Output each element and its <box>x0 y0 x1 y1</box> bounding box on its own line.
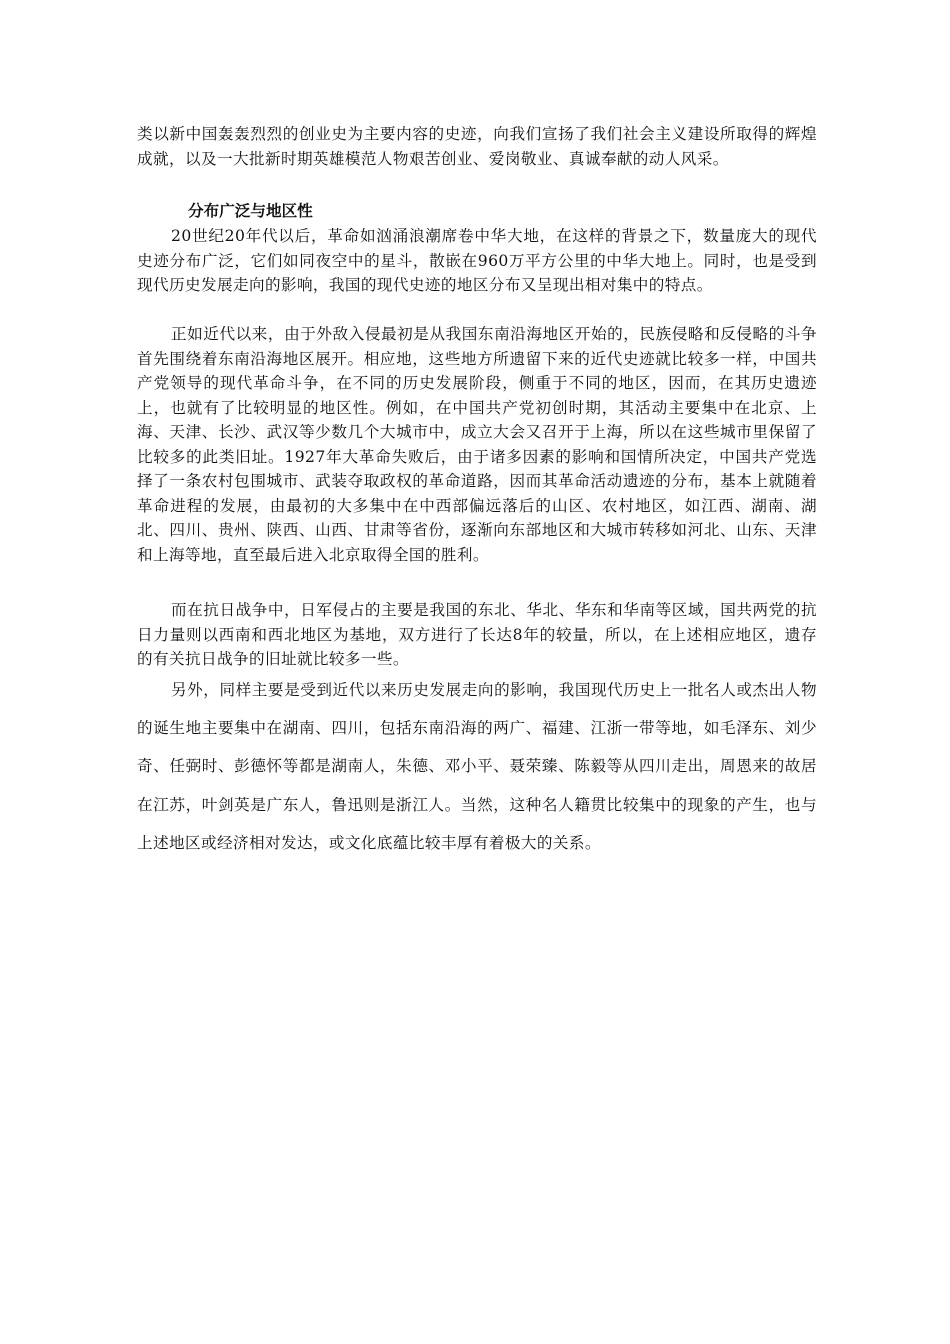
paragraph-regional-revolution: 正如近代以来，由于外敌入侵最初是从我国东南沿海地区开始的，民族侵略和反侵略的斗争首先围绕着东南沿海地区展开。相应地，这些地方所遗留下来的近代史迹就比较多一样，中国共产党领导的现代革命斗争，在不同的历史发展阶段，侧重于不同的地区，因而，在其历史遗迹上，也就有了比较明显的地区性。例如，在中国共产党初创时期，其活动主要集中在北京、上海、天津、长沙、武汉等少数几个大城市中，成立大会又召开于上海，所以在这些城市里保留了比较多的此类旧址。1927年大革命失败后，由于诸多因素的影响和国情所决定，中国共产党选择了一条农村包围城市、武装夺取政权的革命道路，因而其革命活动遗迹的分布，基本上就随着革命进程的发展，由最初的大多集中在中西部偏远落后的山区、农村地区，如江西、湖南、湖北、四川、贵州、陕西、山西、甘肃等省份，逐渐向东部地区和大城市转移如河北、山东、天津和上海等地，直至最后进入北京取得全国的胜利。 <box>137 325 817 564</box>
paragraph-notable-figures <box>137 671 817 862</box>
section-heading: 分布广泛与地区性 <box>188 202 313 220</box>
paragraph-distribution: 20世纪20年代以后，革命如汹涌浪潮席卷中华大地，在这样的背景之下，数量庞大的现代史迹分布广泛，它们如同夜空中的星斗，散嵌在960万平方公里的中华大地上。同时，也是受到现代历史发展走向的影响，我国的现代史迹的地区分布又呈现出相对集中的特点。 <box>137 227 817 294</box>
intro-paragraph: 类以新中国轰轰烈烈的创业史为主要内容的史迹，向我们宣扬了我们社会主义建设所取得的辉煌成就，以及一大批新时期英雄模范人物艰苦创业、爱岗敬业、真诚奉献的动人风采。 <box>137 125 817 168</box>
paragraph-anti-japanese-war: 而在抗日战争中，日军侵占的主要是我国的东北、华北、华东和华南等区域，国共两党的抗日力量则以西南和西北地区为基地，双方进行了长达8年的较量，所以，在上述相应地区，遗存的有关抗日战争的旧址就比较多一些。 <box>137 601 817 668</box>
paragraph-notable-figures-text: 另外，同样主要是受到近代以来历史发展走向的影响，我国现代历史上一批名人或杰出人物的诞生地主要集中在湖南、四川，包括东南沿海的两广、福建、江浙一带等地，如毛泽东、刘少奇、任弼时、彭德怀等都是湖南人，朱德、邓小平、聂荣臻、陈毅等从四川走出，周恩来的故居在江苏，叶剑英是广东人，鲁迅则是浙江人。当然，这种名人籍贯比较集中的现象的产生，也与上述地区或经济相对发达，或文化底蕴比较丰厚有着极大的关系。 <box>137 681 817 852</box>
